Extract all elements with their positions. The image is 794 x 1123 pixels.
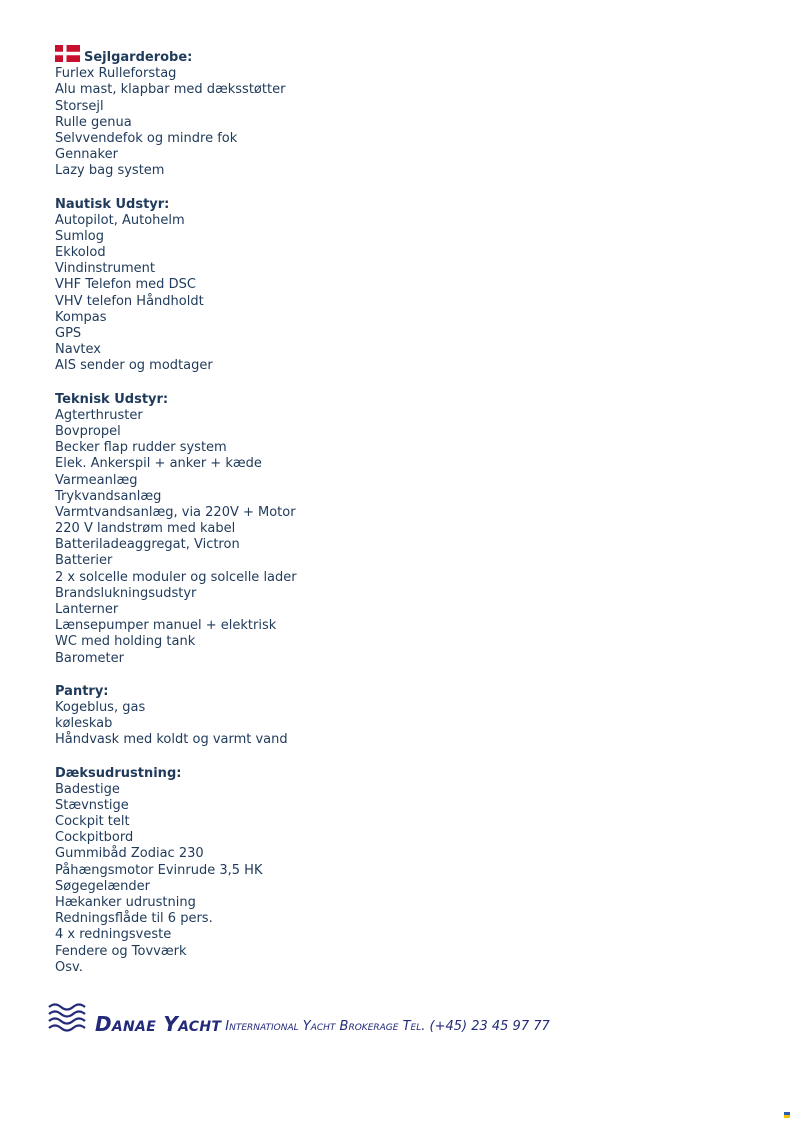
list-item: Varmtvandsanlæg, via 220V + Motor xyxy=(55,504,296,520)
list-item: Stævnstige xyxy=(55,797,129,813)
section-heading-text: Sejlgarderobe: xyxy=(84,50,193,65)
list-item: Alu mast, klapbar med dæksstøtter xyxy=(55,82,286,98)
list-item: Rulle genua xyxy=(55,114,132,130)
list-item: Furlex Rulleforstag xyxy=(55,66,177,82)
list-item: Lanterner xyxy=(55,602,119,617)
section-heading-text: Nautisk Udstyr: xyxy=(55,196,170,212)
list-item: Barometer xyxy=(55,650,124,666)
list-item: GPS xyxy=(55,326,82,341)
list-item: Gennaker xyxy=(55,147,118,163)
list-item: Storsejl xyxy=(55,98,104,114)
waves-logo-icon xyxy=(47,1000,87,1032)
list-item: Hækanker udrustning xyxy=(55,895,196,910)
list-item: Trykvandsanlæg xyxy=(55,488,162,504)
list-item: Lazy bag system xyxy=(55,163,165,179)
list-item: Badestige xyxy=(55,781,120,797)
list-item: 2 x solcelle moduler og solcelle lader xyxy=(55,569,297,585)
equipment-section xyxy=(55,392,755,667)
section-heading xyxy=(55,766,755,782)
section-heading xyxy=(55,684,755,700)
list-item: Kompas xyxy=(55,309,107,325)
list-item: Redningsflåde til 6 pers. xyxy=(55,911,213,927)
list-item: VHV telefon Håndholdt xyxy=(55,293,204,309)
list-item: Ekkolod xyxy=(55,245,106,261)
section-heading-text: Dæksudrustning: xyxy=(55,765,182,781)
list-item: Osv. xyxy=(55,959,83,975)
list-item: WC med holding tank xyxy=(55,634,196,650)
brand-name: Danae Yacht xyxy=(95,1012,222,1036)
equipment-section xyxy=(55,684,755,749)
list-item: VHF Telefon med DSC xyxy=(55,277,196,293)
list-item: Brandslukningsudstyr xyxy=(55,585,197,601)
equipment-section xyxy=(55,197,755,375)
equipment-section xyxy=(55,50,755,180)
list-item: Påhængsmotor Evinrude 3,5 HK xyxy=(55,862,263,878)
list-item: køleskab xyxy=(55,716,113,732)
list-item: Elek. Ankerspil + anker + kæde xyxy=(55,456,262,472)
list-item: Autopilot, Autohelm xyxy=(55,212,185,228)
list-item: Fendere og Tovværk xyxy=(55,943,187,959)
list-item: Batteriladeaggregat, Victron xyxy=(55,537,240,553)
list-item: Navtex xyxy=(55,342,101,358)
footer xyxy=(47,992,767,1036)
list-item: Batterier xyxy=(55,553,113,569)
list-item: Håndvask med koldt og varmt vand xyxy=(55,732,288,748)
list-item: Becker flap rudder system xyxy=(55,440,227,456)
equipment-section xyxy=(55,766,755,976)
list-item: Sumlog xyxy=(55,228,104,244)
list-item: AIS sender og modtager xyxy=(55,358,213,374)
section-heading xyxy=(55,392,755,408)
corner-mark-icon xyxy=(784,1112,790,1118)
list-item: Søgegelænder xyxy=(55,878,150,894)
equipment-list xyxy=(55,50,755,993)
list-item: Vindinstrument xyxy=(55,261,156,277)
section-heading-text: Teknisk Udstyr: xyxy=(55,391,169,407)
list-item: Kogeblus, gas xyxy=(55,699,146,715)
list-item: 4 x redningsveste xyxy=(55,927,172,943)
list-item: Varmeanlæg xyxy=(55,472,138,488)
brand-tagline: International Yacht Brokerage Tel. (+45) 23 45 97 77 xyxy=(225,1019,550,1034)
list-item: Gummibåd Zodiac 230 xyxy=(55,846,204,862)
danish-flag-icon xyxy=(55,45,80,62)
list-item: Selvvendefok og mindre fok xyxy=(55,130,238,146)
list-item: 220 V landstrøm med kabel xyxy=(55,521,236,537)
section-heading xyxy=(55,50,755,66)
list-item: Agterthruster xyxy=(55,407,143,423)
list-item: Cockpit telt xyxy=(55,814,130,830)
section-heading xyxy=(55,197,755,213)
list-item: Cockpitbord xyxy=(55,830,134,846)
list-item: Lænsepumper manuel + elektrisk xyxy=(55,618,277,634)
section-heading-text: Pantry: xyxy=(55,683,109,699)
list-item: Bovpropel xyxy=(55,423,121,439)
